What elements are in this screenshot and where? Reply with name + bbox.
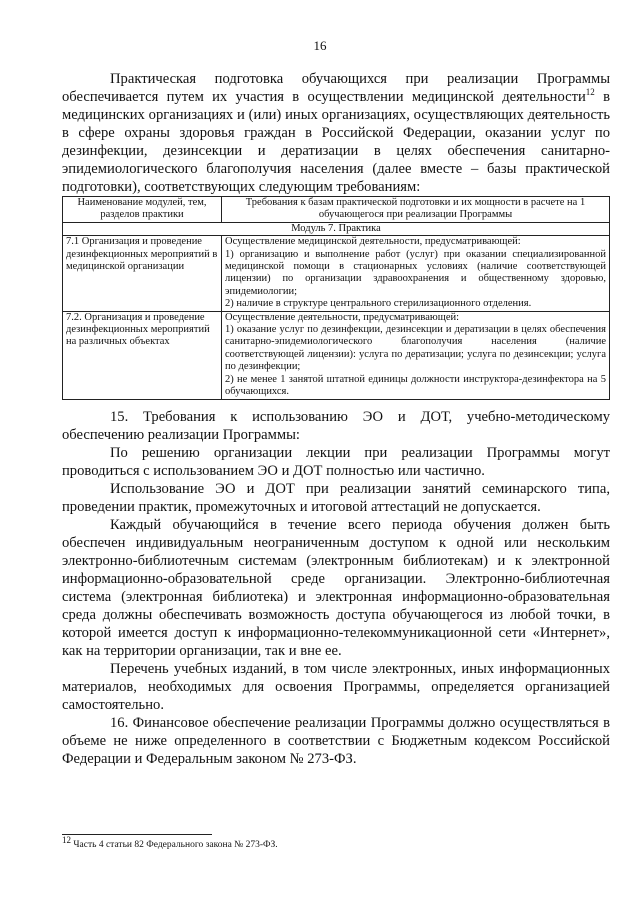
practice-table — [62, 196, 610, 400]
section-16-financing: 16. Финансовое обеспечение реализации Программы должно осуществляться в объеме не ниже определенного в соответствии с Бюджетным кодексом Российской Федерации и Федеральным законом № 273-ФЗ. — [62, 714, 610, 767]
table-header-row — [63, 197, 610, 223]
row-name: 7.2. Организация и проведение дезинфекционных мероприятий на различных объектах — [63, 311, 222, 399]
footnote-text: Часть 4 статьи 82 Федерального закона № 273-ФЗ. — [71, 840, 278, 851]
footnote — [62, 835, 278, 851]
footnote-divider — [62, 834, 212, 835]
requirement-line: 2) не менее 1 занятой штатной единицы должности инструктора-дезинфектора на 5 обучающихся. — [225, 373, 606, 398]
section-15-heading: 15. Требования к использованию ЭО и ДОТ, учебно-методическому обеспечению реализации Программы: — [62, 408, 610, 443]
paragraph-lectures: По решению организации лекции при реализации Программы могут проводиться с использованием ЭО и ДОТ полностью или частично. — [62, 444, 610, 479]
table-header-modules: Наименование модулей, тем, разделов практики — [63, 197, 222, 223]
table-row — [63, 311, 610, 399]
intro-text-after: в медицинских организациях и (или) иных организациях, осуществляющих деятельность в сфере охраны здоровья граждан в Российской Федерации, оказании услуг по дезинфекции, дезинсекции и дератизации в целях обеспечения санитарно-эпидемиологического благополучия населения (далее вместе – базы практической подготовки), соответствующих следующим требованиям: — [62, 89, 610, 195]
document-body — [62, 70, 610, 768]
table-header-requirements: Требования к базам практической подготовки и их мощности в расчете на 1 обучающегося при реализации Программы — [222, 197, 610, 223]
footnote-number: 12 — [62, 835, 71, 845]
intro-paragraph — [62, 70, 610, 196]
module-title: Модуль 7. Практика — [63, 222, 610, 235]
intro-text: Практическая подготовка обучающихся при реализации Программы обеспечивается путем их участия в осуществлении медицинской деятельности — [62, 71, 610, 105]
requirement-line: 1) организацию и выполнение работ (услуг) при оказании специализированной медицинской помощи в стационарных условиях (наличие соответствующей лицензии) по организации здравоохранения и общественному здоровью, эпидемиологии; — [225, 248, 606, 297]
row-requirements — [222, 236, 610, 311]
requirement-line: Осуществление медицинской деятельности, предусматривающей: — [225, 236, 521, 248]
row-requirements — [222, 311, 610, 399]
row-name: 7.1 Организация и проведение дезинфекционных мероприятий в медицинской организации — [63, 236, 222, 311]
requirement-line: 2) наличие в структуре центрального стерилизационного отделения. — [225, 298, 532, 310]
table-row — [63, 236, 610, 311]
paragraph-materials: Перечень учебных изданий, в том числе электронных, иных информационных материалов, необходимых для освоения Программы, определяется организацией самостоятельно. — [62, 660, 610, 713]
paragraph-library-access: Каждый обучающийся в течение всего периода обучения должен быть обеспечен индивидуальным неограниченным доступом к одной или нескольким электронно-библиотечным системам (электронным библиотекам) и к электронной информационно-образовательной среде организации. Электронно-библиотечная система (электронная библиотека) и электронная информационно-образовательная среда должны обеспечивать возможность доступа обучающегося из любой точки, в которой имеется доступ к информационно-телекоммуникационной сети «Интернет», как на территории организации, так и вне ее. — [62, 516, 610, 659]
requirement-line: 1) оказание услуг по дезинфекции, дезинсекции и дератизации в целях обеспечения санитарно-эпидемиологического благополучия населения (наличие соответствующей лицензии): услуга по дератизации; услуга по дезинсекции; услуга по дезинфекции; — [225, 324, 606, 373]
requirement-line: Осуществление деятельности, предусматривающей: — [225, 311, 460, 323]
paragraph-seminars: Использование ЭО и ДОТ при реализации занятий семинарского типа, проведении практик, промежуточных и итоговой аттестаций не допускается. — [62, 480, 610, 515]
table-module-row — [63, 222, 610, 235]
page-number: 16 — [313, 38, 327, 53]
footnote-ref: 12 — [585, 87, 595, 98]
